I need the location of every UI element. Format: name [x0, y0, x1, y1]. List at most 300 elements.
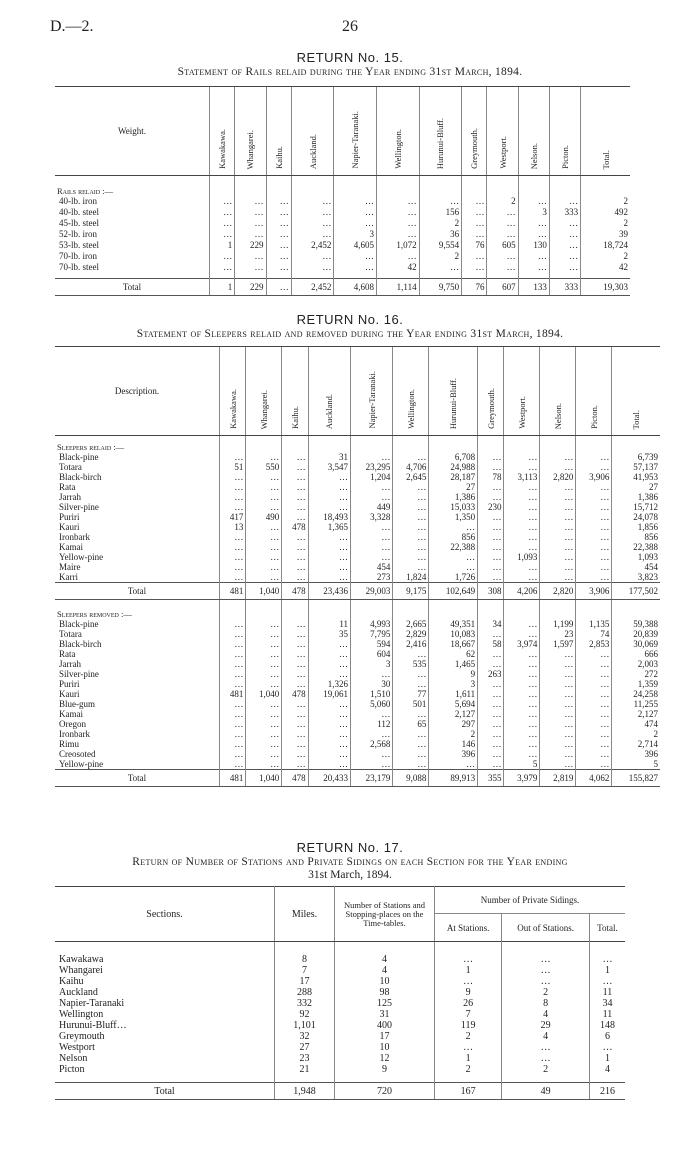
column-header: [429, 347, 478, 436]
table-cell: 2,452: [291, 240, 334, 251]
table-cell: …: [220, 452, 246, 462]
table-cell: …: [549, 262, 580, 273]
total-label: Total: [55, 770, 220, 787]
empty-cell: [429, 436, 478, 452]
table-cell: 856: [429, 532, 478, 542]
table-cell: 2,853: [576, 639, 612, 649]
table-cell: …: [220, 502, 246, 512]
table-cell: …: [540, 452, 576, 462]
total-cell: 23,436: [308, 582, 350, 599]
table-cell: …: [540, 709, 576, 719]
table-cell: 62: [429, 649, 478, 659]
table-cell: …: [504, 699, 540, 709]
table-cell: …: [246, 629, 282, 639]
table-cell: …: [308, 572, 350, 583]
empty-cell: [246, 599, 282, 619]
table-cell: …: [246, 649, 282, 659]
table-cell: …: [282, 629, 308, 639]
group-label: Sleepers removed :—: [57, 609, 132, 619]
table-cell: …: [220, 492, 246, 502]
table-cell: 57,137: [612, 462, 660, 472]
table-cell: …: [308, 759, 350, 770]
table-cell: …: [282, 462, 308, 472]
total-cell: 23,179: [351, 770, 393, 787]
table-cell: …: [393, 729, 429, 739]
group-label: Sleepers relaid :—: [57, 441, 125, 452]
table-row: [55, 729, 660, 739]
row-label: 70-lb. steel: [59, 262, 99, 272]
table-cell: …: [308, 699, 350, 709]
table-cell: 273: [351, 572, 393, 583]
table-cell: …: [478, 719, 504, 729]
table-cell: …: [282, 472, 308, 482]
table-row: [55, 1009, 625, 1020]
page-number: 26: [342, 18, 358, 35]
table-cell: …: [282, 659, 308, 669]
return-17-title: RETURN No. 17.: [296, 840, 404, 855]
table-cell: 8: [502, 998, 590, 1009]
table-cell: 2: [429, 729, 478, 739]
table-cell: …: [393, 542, 429, 552]
table-cell: 1,510: [351, 689, 393, 699]
group-label: Rails relaid :—: [57, 185, 114, 196]
table-cell: 297: [429, 719, 478, 729]
return-17-subtitle: [40, 856, 660, 882]
table-cell: …: [308, 739, 350, 749]
empty-cell: [393, 436, 429, 452]
empty-cell: [581, 176, 630, 196]
empty-cell: [335, 1075, 435, 1083]
table-cell: …: [518, 251, 549, 262]
column-header-label: Whangarei.: [245, 129, 256, 169]
table-cell: 4: [502, 1031, 590, 1042]
table-cell: …: [351, 552, 393, 562]
table-cell: …: [504, 649, 540, 659]
table-cell: …: [504, 679, 540, 689]
table-cell: …: [351, 759, 393, 770]
empty-cell: [275, 942, 335, 954]
table-cell: …: [282, 729, 308, 739]
table-cell: …: [478, 659, 504, 669]
table-cell: …: [576, 709, 612, 719]
table-cell: …: [220, 649, 246, 659]
table-cell: …: [282, 759, 308, 770]
table-cell: …: [504, 482, 540, 492]
column-header-label: Greymouth.: [485, 388, 496, 429]
return-17-subtitle-line2: 31st March, 1894.: [308, 869, 392, 881]
column-header: [393, 347, 429, 436]
table-cell: 18,724: [581, 240, 630, 251]
table-cell: 9: [435, 987, 502, 998]
table-row: [55, 739, 660, 749]
table-cell: …: [334, 251, 377, 262]
table-cell: …: [487, 229, 518, 240]
column-header-label: Westport.: [516, 396, 527, 429]
table-cell: …: [235, 229, 266, 240]
table-cell: 28,187: [429, 472, 478, 482]
table-cell: …: [220, 729, 246, 739]
table-cell: 1,359: [612, 679, 660, 689]
table-cell: …: [540, 749, 576, 759]
row-label: Jarrah: [59, 659, 81, 669]
table-cell: …: [540, 522, 576, 532]
table-cell: …: [308, 502, 350, 512]
empty-cell: [246, 436, 282, 452]
total-cell: 720: [335, 1083, 435, 1100]
table-cell: …: [576, 512, 612, 522]
row-label: 40-lb. steel: [59, 207, 99, 217]
table-cell: 1,856: [612, 522, 660, 532]
table-cell: …: [504, 689, 540, 699]
table-cell: …: [282, 492, 308, 502]
table-cell: 2,127: [612, 709, 660, 719]
table-cell: …: [393, 522, 429, 532]
table-cell: …: [282, 669, 308, 679]
total-cell: 481: [220, 770, 246, 787]
total-row: [55, 770, 660, 787]
table-cell: 4: [589, 1064, 625, 1075]
total-cell: 216: [589, 1083, 625, 1100]
table-cell: 11,255: [612, 699, 660, 709]
table-row: [55, 572, 660, 583]
row-label: Picton: [59, 1063, 85, 1075]
table-row: [55, 229, 630, 240]
row-label: Silver-pine: [59, 501, 99, 512]
table-cell: …: [504, 462, 540, 472]
table-cell: …: [246, 619, 282, 629]
weight-column-header: Weight.: [55, 87, 210, 176]
table-cell: …: [518, 262, 549, 273]
table-cell: 36: [419, 229, 462, 240]
spacer-row: [55, 1075, 625, 1083]
table-cell: 333: [549, 207, 580, 218]
table-cell: …: [351, 492, 393, 502]
table-cell: …: [210, 207, 235, 218]
table-cell: 2,820: [540, 472, 576, 482]
table-cell: 7: [275, 965, 335, 976]
table-cell: …: [478, 759, 504, 770]
table-cell: …: [549, 218, 580, 229]
empty-cell: [518, 176, 549, 196]
table-cell: …: [540, 719, 576, 729]
table-row: [55, 1042, 625, 1053]
row-label: Blue-gum: [59, 699, 95, 709]
table-cell: …: [504, 719, 540, 729]
table-cell: …: [246, 472, 282, 482]
table-cell: …: [462, 196, 487, 207]
total-cell: 89,913: [429, 770, 478, 787]
table-cell: …: [478, 699, 504, 709]
table-cell: 454: [351, 562, 393, 572]
table-cell: …: [540, 492, 576, 502]
table-cell: 2,829: [393, 629, 429, 639]
table-cell: 6,708: [429, 452, 478, 462]
table-cell: …: [376, 207, 419, 218]
table-cell: …: [266, 196, 291, 207]
total-cell: 2,820: [540, 582, 576, 599]
total-cell: 29,003: [351, 582, 393, 599]
table-cell: 78: [478, 472, 504, 482]
table-cell: …: [246, 729, 282, 739]
table-cell: 1,611: [429, 689, 478, 699]
row-label: Auckland: [59, 986, 98, 998]
table-cell: …: [576, 462, 612, 472]
table-cell: …: [291, 218, 334, 229]
table-cell: …: [220, 619, 246, 629]
table-cell: …: [246, 482, 282, 492]
table-cell: …: [308, 719, 350, 729]
column-header: [576, 347, 612, 436]
table-cell: …: [478, 562, 504, 572]
table-cell: 230: [478, 502, 504, 512]
table-cell: …: [308, 472, 350, 482]
table-cell: …: [220, 629, 246, 639]
table-cell: …: [540, 562, 576, 572]
table-cell: …: [429, 759, 478, 770]
table-cell: …: [220, 552, 246, 562]
total-cell: 2,452: [291, 279, 334, 296]
empty-cell: [351, 599, 393, 619]
table-cell: 1,072: [376, 240, 419, 251]
table-cell: …: [504, 619, 540, 629]
table-cell: …: [576, 669, 612, 679]
table-cell: 417: [220, 512, 246, 522]
table-cell: 20,839: [612, 629, 660, 639]
table-cell: 1: [435, 965, 502, 976]
table-cell: …: [518, 229, 549, 240]
table-row: [55, 998, 625, 1009]
table-cell: 18,667: [429, 639, 478, 649]
table-cell: …: [220, 472, 246, 482]
total-cell: 76: [462, 279, 487, 296]
row-label: Rata: [59, 481, 76, 492]
row-label: Oregon: [59, 719, 86, 729]
total-cell: 2,819: [540, 770, 576, 787]
table-cell: 1,093: [504, 552, 540, 562]
table-cell: …: [576, 659, 612, 669]
row-label: Black-birch: [59, 471, 102, 482]
column-header: [266, 87, 291, 176]
group-row: [55, 176, 630, 196]
table-cell: …: [393, 532, 429, 542]
table-cell: …: [393, 749, 429, 759]
table-cell: …: [282, 562, 308, 572]
table-cell: …: [246, 659, 282, 669]
table-cell: …: [540, 699, 576, 709]
table-cell: …: [478, 482, 504, 492]
table-row: [55, 552, 660, 562]
table-cell: …: [282, 619, 308, 629]
table-cell: …: [504, 532, 540, 542]
table-cell: 24,258: [612, 689, 660, 699]
table-cell: 26: [435, 998, 502, 1009]
empty-cell: [291, 176, 334, 196]
table-cell: 65: [393, 719, 429, 729]
table-cell: 35: [308, 629, 350, 639]
table-cell: …: [487, 207, 518, 218]
column-header: [487, 87, 518, 176]
total-cell: 4,062: [576, 770, 612, 787]
column-header: [419, 87, 462, 176]
table-cell: …: [334, 218, 377, 229]
row-label: Totara: [59, 629, 82, 639]
table-cell: …: [576, 689, 612, 699]
table-cell: 21: [275, 1064, 335, 1075]
row-label: Jarrah: [59, 491, 81, 502]
table-cell: 18,493: [308, 512, 350, 522]
empty-cell: [335, 942, 435, 954]
table-cell: 1,365: [308, 522, 350, 532]
table-cell: …: [393, 739, 429, 749]
table-cell: …: [478, 572, 504, 583]
total-cell: 1,040: [246, 770, 282, 787]
table-cell: …: [435, 976, 502, 987]
table-cell: …: [393, 709, 429, 719]
empty-cell: [235, 176, 266, 196]
table-cell: …: [429, 562, 478, 572]
table-cell: …: [576, 649, 612, 659]
total-cell: 308: [478, 582, 504, 599]
table-cell: 1,726: [429, 572, 478, 583]
table-cell: 24,078: [612, 512, 660, 522]
row-label: Greymouth: [59, 1030, 105, 1042]
table-cell: 501: [393, 699, 429, 709]
table-cell: …: [540, 462, 576, 472]
table-cell: 76: [462, 240, 487, 251]
table-cell: …: [308, 749, 350, 759]
table-cell: …: [419, 196, 462, 207]
table-cell: …: [504, 669, 540, 679]
table-row: [55, 1053, 625, 1064]
table-cell: …: [462, 218, 487, 229]
column-header-label: Total.: [600, 149, 611, 169]
description-column-header: Description.: [55, 347, 220, 436]
table-cell: 492: [581, 207, 630, 218]
column-header: [282, 347, 308, 436]
table-cell: …: [291, 196, 334, 207]
column-header-label: Picton.: [588, 405, 599, 429]
table-cell: …: [266, 262, 291, 273]
table-cell: 1: [210, 240, 235, 251]
table-cell: 3,328: [351, 512, 393, 522]
table-cell: 9: [429, 669, 478, 679]
total-row: [55, 582, 660, 599]
table-cell: 23: [275, 1053, 335, 1064]
table-cell: 535: [393, 659, 429, 669]
at-stations-header: At Stations.: [435, 914, 502, 942]
table-cell: …: [308, 532, 350, 542]
table-cell: …: [220, 669, 246, 679]
table-cell: …: [540, 759, 576, 770]
empty-cell: [308, 436, 350, 452]
column-header-label: Auckland.: [307, 133, 318, 169]
table-row: [55, 512, 660, 522]
total-cell: 20,433: [308, 770, 350, 787]
table-cell: 1,204: [351, 472, 393, 482]
table-cell: …: [220, 699, 246, 709]
table-cell: 4: [335, 965, 435, 976]
empty-cell: [282, 599, 308, 619]
table-cell: …: [576, 552, 612, 562]
table-cell: 22,388: [429, 542, 478, 552]
table-cell: …: [351, 749, 393, 759]
total-cell: 155,827: [612, 770, 660, 787]
table-cell: 604: [351, 649, 393, 659]
table-cell: 17: [335, 1031, 435, 1042]
table-cell: …: [487, 251, 518, 262]
total-cell: 9,750: [419, 279, 462, 296]
table-cell: …: [576, 482, 612, 492]
table-cell: 1,101: [275, 1020, 335, 1031]
table-cell: 112: [351, 719, 393, 729]
table-cell: 1: [589, 1053, 625, 1064]
table-cell: 8: [275, 954, 335, 965]
total-label: Total: [55, 1083, 275, 1100]
row-label: Creosoted: [59, 749, 96, 759]
table-cell: 125: [335, 998, 435, 1009]
table-cell: …: [282, 749, 308, 759]
table-row: [55, 196, 630, 207]
total-cell: 607: [487, 279, 518, 296]
table-cell: …: [282, 552, 308, 562]
table-cell: …: [393, 669, 429, 679]
spacer-row: [55, 942, 625, 954]
total-label: Total: [55, 279, 210, 296]
total-cell: 3,906: [576, 582, 612, 599]
table-row: [55, 649, 660, 659]
table-cell: …: [478, 462, 504, 472]
empty-cell: [462, 176, 487, 196]
table-cell: 2: [419, 218, 462, 229]
table-cell: 6: [589, 1031, 625, 1042]
table-cell: 2: [581, 251, 630, 262]
table-cell: 1,386: [612, 492, 660, 502]
empty-cell: [55, 1075, 275, 1083]
table-cell: 31: [335, 1009, 435, 1020]
table-cell: …: [246, 572, 282, 583]
column-header-label: Kaihu.: [273, 146, 284, 169]
table-cell: …: [210, 196, 235, 207]
table-cell: 263: [478, 669, 504, 679]
table-cell: …: [435, 1042, 502, 1053]
column-header-label: Napier-Taranaki.: [366, 371, 377, 429]
table-cell: 3: [351, 659, 393, 669]
row-label: Kauri: [59, 521, 80, 532]
table-cell: 9,554: [419, 240, 462, 251]
table-row: [55, 689, 660, 699]
table-cell: …: [504, 452, 540, 462]
table-cell: 666: [612, 649, 660, 659]
table-cell: …: [504, 522, 540, 532]
group-row: [55, 599, 660, 619]
table-cell: 1: [435, 1053, 502, 1064]
row-label: Black-pine: [59, 619, 99, 629]
column-header: [612, 347, 660, 436]
total-cell: 481: [220, 582, 246, 599]
table-cell: …: [266, 229, 291, 240]
total-cell: 49: [502, 1083, 590, 1100]
table-cell: …: [504, 572, 540, 583]
table-cell: …: [282, 572, 308, 583]
table-cell: …: [540, 689, 576, 699]
table-cell: …: [246, 759, 282, 770]
table-cell: …: [291, 262, 334, 273]
table-cell: 2: [419, 251, 462, 262]
total-cell: 177,502: [612, 582, 660, 599]
table-cell: …: [540, 532, 576, 542]
table-row: [55, 462, 660, 472]
table-cell: …: [246, 719, 282, 729]
